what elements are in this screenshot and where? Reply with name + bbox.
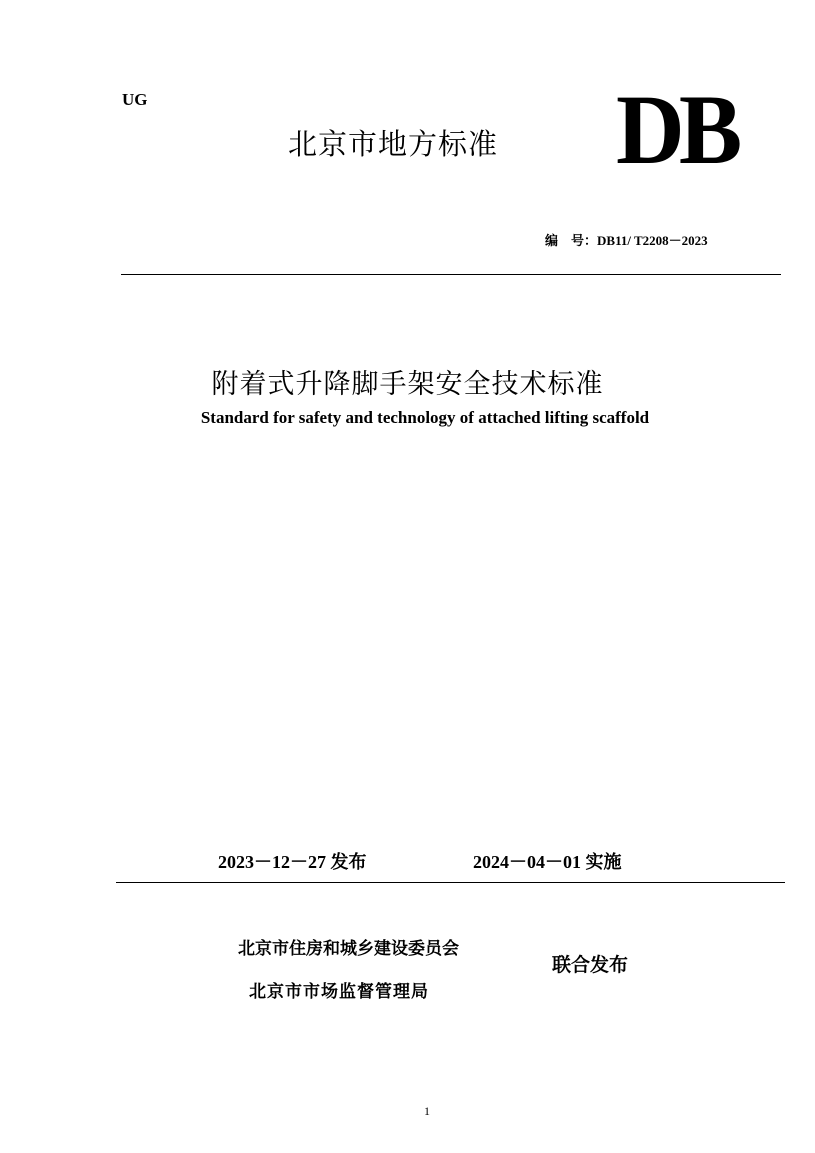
- document-title-english: Standard for safety and technology of attached lifting scaffold: [200, 408, 650, 427]
- effective-date: 2024－04－01 实施: [473, 852, 622, 872]
- joint-release-label: 联合发布: [552, 954, 629, 976]
- page-number: 1: [424, 1104, 430, 1118]
- date-divider: [116, 882, 785, 883]
- issuer-housing-commission: 北京市住房和城乡建设委员会: [238, 939, 459, 959]
- document-title-chinese: 附着式升降脚手架安全技术标准: [211, 369, 604, 400]
- standard-number: [545, 230, 708, 249]
- top-divider: [121, 274, 781, 275]
- issuer-market-regulation: 北京市市场监督管理局: [249, 982, 429, 1002]
- ics-code: UG: [122, 90, 148, 109]
- standard-number-label: 编 号：: [545, 233, 598, 248]
- db-logo: DB: [616, 74, 737, 185]
- standard-number-value: DB11/ T2208－2023: [597, 233, 708, 248]
- standard-class-title: 北京市地方标准: [288, 127, 499, 161]
- issue-date: 2023－12－27 发布: [218, 852, 367, 872]
